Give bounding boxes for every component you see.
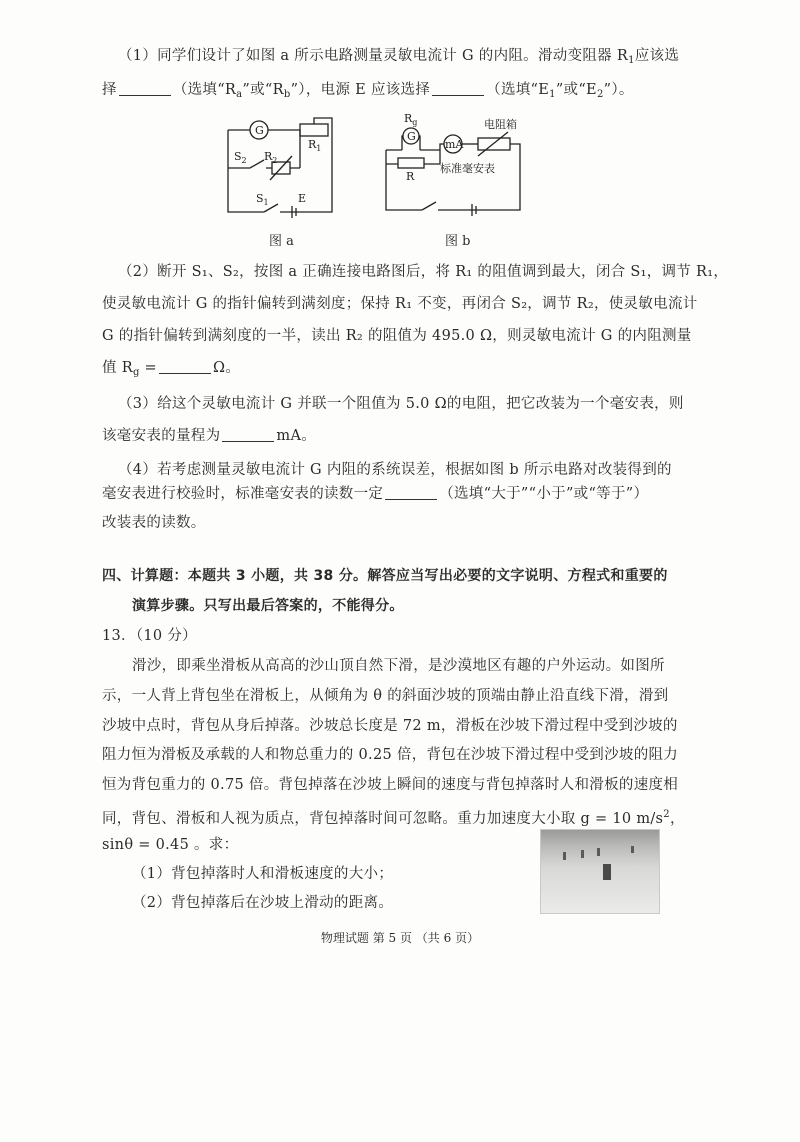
section4-heading-cont: 演算步骤。只写出最后答案的，不能得分。 xyxy=(132,598,404,614)
label-S1: $S_1$ xyxy=(256,192,269,207)
section4-heading: 四、计算题：本题共 3 小题，共 38 分。解答应当写出必要的文字说明、方程式和重要的 xyxy=(102,568,668,584)
q13-line5: 恒为背包重力的 0.75 倍。背包掉落在沙坡上瞬间的速度与背包掉落时人和滑板的速度相 xyxy=(102,777,679,793)
q13-line2: 示，一人背上背包坐在滑板上，从倾角为 θ 的斜面沙坡的顶端由静止沿直线下滑，滑到 xyxy=(102,688,669,704)
q13-line1: 滑沙，即乘坐滑板从高高的沙山顶自然下滑，是沙漠地区有趣的户外运动。如图所 xyxy=(132,658,665,674)
answer-blank[interactable] xyxy=(385,485,437,500)
q2-line3: G 的指针偏转到满刻度的一半，读出 R₂ 的阻值为 495.0 Ω，则灵敏电流计 G 的内阻测量 xyxy=(102,328,692,344)
q2-line1: （2）断开 S₁、S₂，按图 a 正确连接电路图后，将 R₁ 的阻值调到最大，闭合 S₁，调节 R₁， xyxy=(118,264,729,280)
q13-line4: 阻力恒为滑板及承载的人和物总重力的 0.25 倍，背包在沙坡下滑过程中受到沙坡的阻力 xyxy=(102,747,679,763)
q4-line3: 改装表的读数。 xyxy=(102,515,206,531)
q4-line2: 毫安表进行校验时，标准毫安表的读数一定 （选填“大于”“小于”或“等于”） xyxy=(102,486,649,502)
q13-subquestion-1: （1）背包掉落时人和滑板速度的大小； xyxy=(132,866,394,882)
caption-figure-a: 图 a xyxy=(269,234,294,249)
q13-line3: 沙坡中点时，背包从身后掉落。沙坡总长度是 72 m，滑板在沙坡下滑过程中受到沙坡的 xyxy=(102,718,678,734)
label-E: E xyxy=(298,192,307,205)
q1-line1: （1）同学们设计了如图 a 所示电路测量灵敏电流计 G 的内阻。滑动变阻器 $R_1$应该选 xyxy=(118,48,680,66)
q3-line1: （3）给这个灵敏电流计 G 并联一个阻值为 5.0 Ω的电阻，把它改装为一个毫安表，则 xyxy=(118,396,684,412)
caption-figure-b: 图 b xyxy=(445,234,471,249)
label-R: R xyxy=(406,170,415,183)
q2-line4: 值 $R_g = \Omega$。 xyxy=(102,360,241,378)
label-Rg: $R_g$ xyxy=(404,112,418,127)
q2-line2: 使灵敏电流计 G 的指针偏转到满刻度；保持 R₁ 不变，再闭合 S₂，调节 R₂，使灵敏电流计 xyxy=(102,296,698,312)
answer-blank[interactable] xyxy=(119,81,171,96)
page-footer: 物理试题 第 5 页 （共 6 页） xyxy=(320,931,480,945)
sand-sliding-photo xyxy=(540,829,660,914)
answer-blank[interactable] xyxy=(222,427,274,442)
circuit-figure-b xyxy=(380,106,530,221)
q1-line2: 择 （选填“$R_a$”或“$R_b$”），电源 E 应该选择 （选填“$E_1$”或“$E_2$”）。 xyxy=(102,82,634,100)
answer-blank[interactable] xyxy=(159,359,211,374)
label-resistance-box: 电阻箱 xyxy=(484,118,517,131)
label-R2: $R_2$ xyxy=(264,150,278,165)
label-S2: $S_2$ xyxy=(234,150,247,165)
q4-line1: （4）若考虑测量灵敏电流计 G 内阻的系统误差，根据如图 b 所示电路对改装得到的 xyxy=(118,462,672,478)
circuit-figure-a xyxy=(220,108,340,223)
label-R1: $R_1$ xyxy=(308,138,322,153)
q13-line7: sinθ = 0.45 。求： xyxy=(102,837,239,853)
q3-line2: 该毫安表的量程为 mA。 xyxy=(102,428,317,444)
answer-blank[interactable] xyxy=(432,81,484,96)
label-G-b: G xyxy=(407,130,416,143)
q13-line6: 同，背包、滑板和人视为质点，背包掉落时间可忽略。重力加速度大小取 g = 10 $m/s^2$， xyxy=(102,809,685,827)
label-G: G xyxy=(255,124,264,137)
q13-header: 13．（10 分） xyxy=(102,628,197,644)
label-mA: mA xyxy=(445,138,464,151)
label-standard-meter: 标准毫安表 xyxy=(440,162,495,175)
q13-subquestion-2: （2）背包掉落后在沙坡上滑动的距离。 xyxy=(132,895,394,911)
